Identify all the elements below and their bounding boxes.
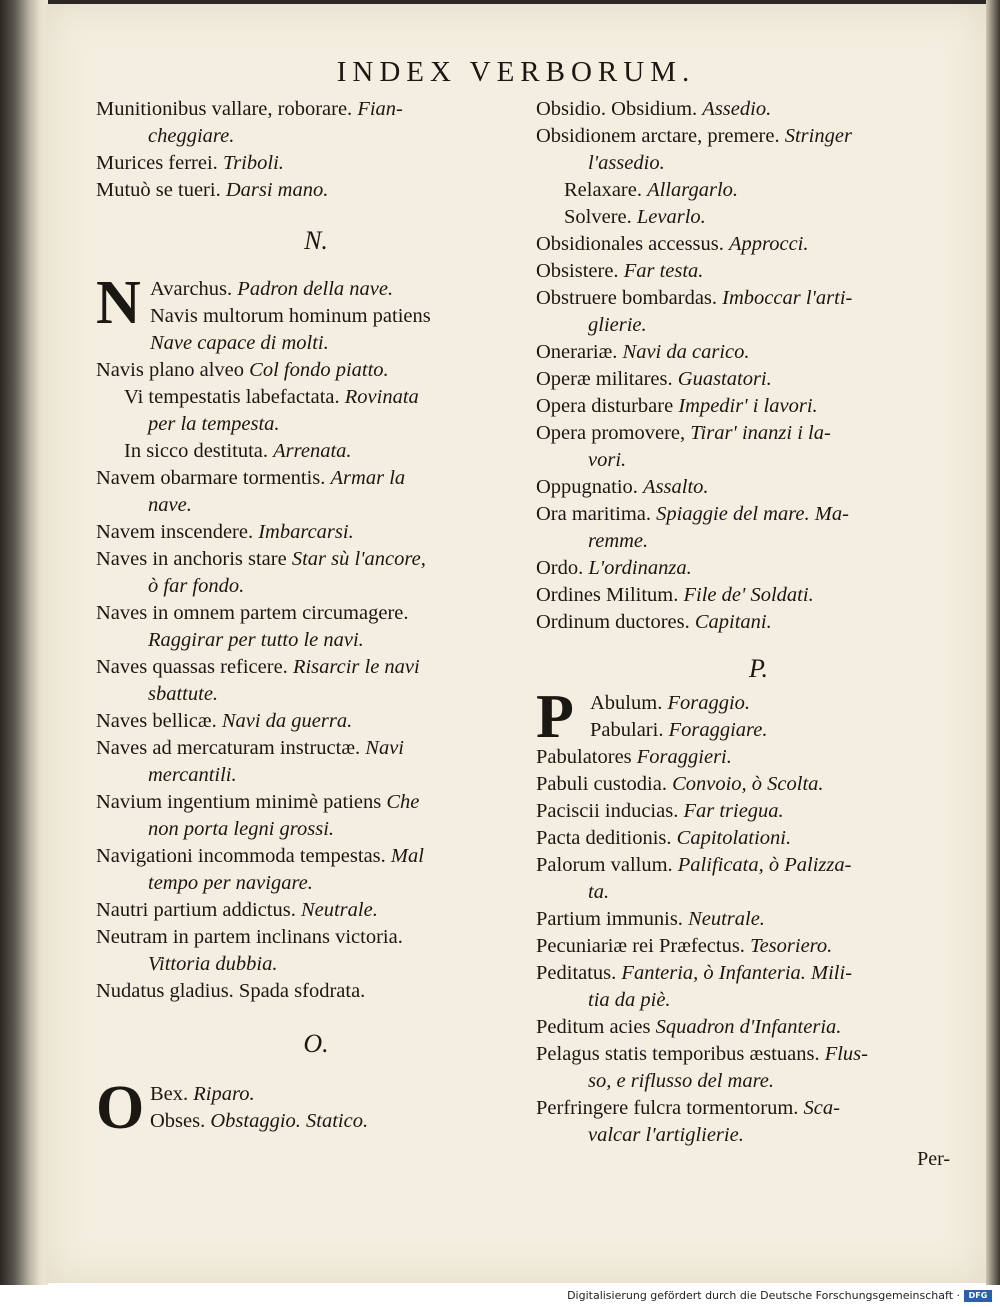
index-entry <box>590 717 981 744</box>
entry-continuation <box>96 816 536 843</box>
italian-gloss: Capitolationi. <box>676 827 792 849</box>
index-entry <box>96 843 536 870</box>
index-entry <box>536 285 981 312</box>
index-entry <box>96 978 536 1005</box>
latin-term: Ora maritima. <box>536 503 651 525</box>
latin-term: Paciscii inducias. <box>536 800 679 822</box>
italian-gloss: l'assedio. <box>588 152 665 174</box>
index-entry <box>96 735 536 762</box>
latin-term: Naves quassas reficere. <box>96 656 288 678</box>
latin-term: Pacta deditionis. <box>536 827 672 849</box>
latin-term: Abulum. <box>590 692 663 714</box>
index-entry <box>536 933 981 960</box>
index-entry <box>536 1095 981 1122</box>
running-head: INDEX VERBORUM. <box>336 56 696 88</box>
left-column <box>96 96 536 1142</box>
latin-term: Avarchus. <box>150 278 233 300</box>
index-entry <box>536 393 981 420</box>
italian-gloss: Assedio. <box>702 98 772 120</box>
latin-term: Nudatus gladius. Spada sfodrata. <box>96 980 366 1002</box>
italian-gloss: Riparo. <box>193 1083 255 1105</box>
drop-cap: P <box>536 683 574 751</box>
index-entry <box>536 231 981 258</box>
entry-continuation <box>536 1122 981 1149</box>
latin-term: Munitionibus vallare, roborare. <box>96 98 353 120</box>
footer-bar <box>0 1286 1000 1307</box>
index-entry <box>536 366 981 393</box>
entry-continuation <box>536 528 981 555</box>
entry-continuation <box>536 1068 981 1095</box>
italian-gloss: Imbarcarsi. <box>258 521 354 543</box>
index-entry <box>150 1108 536 1135</box>
index-entry <box>536 555 981 582</box>
italian-gloss: Arrenata. <box>273 440 352 462</box>
drop-cap: O <box>96 1074 145 1142</box>
italian-gloss: Capitani. <box>694 611 772 633</box>
italian-gloss: Neutrale. <box>300 899 378 921</box>
entry-continuation <box>536 987 981 1014</box>
italian-gloss: Star sù l'ancore, <box>291 548 426 570</box>
index-entry <box>536 177 981 204</box>
italian-gloss: Approcci. <box>729 233 809 255</box>
italian-gloss: L'ordinanza. <box>588 557 692 579</box>
italian-gloss: Che <box>386 791 420 813</box>
latin-term: Operæ militares. <box>536 368 673 390</box>
index-entry <box>536 798 981 825</box>
latin-term: Obses. <box>150 1110 206 1132</box>
italian-gloss: Levarlo. <box>636 206 706 228</box>
italian-gloss: Tesoriero. <box>750 935 833 957</box>
latin-term: Naves bellicæ. <box>96 710 217 732</box>
index-entry <box>536 744 981 771</box>
index-entry <box>536 96 981 123</box>
italian-gloss: sbattute. <box>148 683 219 705</box>
latin-term: Navis multorum hominum patiens <box>150 305 431 327</box>
latin-term: Peditatus. <box>536 962 617 984</box>
italian-gloss: Far testa. <box>623 260 704 282</box>
latin-term: Naves ad mercaturam instructæ. <box>96 737 361 759</box>
section-letter: P. <box>748 654 769 683</box>
italian-gloss: Fian- <box>357 98 403 120</box>
footer-credit: Digitalisierung gefördert durch die Deutsche Forschungsgemeinschaft · <box>567 1289 960 1302</box>
italian-gloss: Navi da guerra. <box>221 710 353 732</box>
entry-continuation <box>96 123 536 150</box>
entry-continuation <box>536 150 981 177</box>
italian-gloss: ta. <box>588 881 610 903</box>
italian-gloss: Squadron d'Infanteria. <box>655 1016 842 1038</box>
italian-gloss: Impedir' i lavori. <box>678 395 818 417</box>
latin-term: Pabulari. <box>590 719 664 741</box>
entry-continuation <box>96 681 536 708</box>
index-entry <box>150 1081 536 1108</box>
italian-gloss: tia da piè. <box>588 989 671 1011</box>
index-entry <box>536 1014 981 1041</box>
index-entry <box>96 465 536 492</box>
italian-gloss: Risarcir le navi <box>292 656 420 678</box>
entry-continuation <box>96 951 536 978</box>
scan-right-edge <box>986 0 1000 1285</box>
section-letter: O. <box>303 1029 329 1058</box>
drop-cap-entry <box>96 269 536 337</box>
index-entry <box>96 897 536 924</box>
index-entry <box>96 600 536 627</box>
latin-term: Opera disturbare <box>536 395 674 417</box>
italian-gloss: mercantili. <box>148 764 237 786</box>
latin-term: In sicco destituta. <box>124 440 269 462</box>
index-entry <box>536 582 981 609</box>
latin-term: Ordinum ductores. <box>536 611 690 633</box>
latin-term: Peditum acies <box>536 1016 651 1038</box>
index-entry <box>536 474 981 501</box>
italian-gloss: Rovinata <box>344 386 419 408</box>
latin-term: Oppugnatio. <box>536 476 638 498</box>
index-entry <box>96 924 536 951</box>
italian-gloss: valcar l'artiglierie. <box>588 1124 744 1146</box>
italian-gloss: so, e riflusso del mare. <box>588 1070 775 1092</box>
latin-term: Navem inscendere. <box>96 521 254 543</box>
scan-binding-edge <box>0 0 48 1285</box>
entry-continuation <box>96 573 536 600</box>
italian-gloss: Far triegua. <box>683 800 784 822</box>
italian-gloss: Fanteria, ò Infanteria. Mili- <box>621 962 853 984</box>
italian-gloss: Flus- <box>824 1043 868 1065</box>
index-entry <box>150 276 536 303</box>
index-entry <box>536 258 981 285</box>
latin-term: Bex. <box>150 1083 189 1105</box>
index-entry <box>96 96 536 123</box>
latin-term: Obstruere bombardas. <box>536 287 718 309</box>
entry-continuation <box>536 447 981 474</box>
italian-gloss: File de' Soldati. <box>683 584 814 606</box>
right-column <box>536 96 981 1149</box>
index-entry <box>536 204 981 231</box>
index-entry <box>536 771 981 798</box>
entry-continuation <box>536 312 981 339</box>
index-entry <box>96 177 536 204</box>
index-entry <box>536 609 981 636</box>
latin-term: Mutuò se tueri. <box>96 179 221 201</box>
latin-term: Opera promovere, <box>536 422 686 444</box>
section-letter: N. <box>304 226 328 255</box>
italian-gloss: glierie. <box>588 314 647 336</box>
latin-term: Pecuniariæ rei Præfectus. <box>536 935 745 957</box>
latin-term: Vi tempestatis labefactata. <box>124 386 340 408</box>
dfg-logo: DFG <box>964 1290 992 1302</box>
italian-gloss: Navi <box>365 737 404 759</box>
italian-gloss: Imboccar l'arti- <box>722 287 853 309</box>
italian-gloss: Navi da carico. <box>622 341 750 363</box>
entry-continuation <box>536 879 981 906</box>
italian-gloss: Padron della nave. <box>237 278 394 300</box>
latin-term: Murices ferrei. <box>96 152 218 174</box>
italian-gloss: Guastatori. <box>677 368 772 390</box>
latin-term: Ordo. <box>536 557 584 579</box>
italian-gloss: Allargarlo. <box>647 179 739 201</box>
index-entry <box>96 519 536 546</box>
italian-gloss: Foraggieri. <box>636 746 732 768</box>
italian-gloss: Raggirar per tutto le navi. <box>148 629 364 651</box>
index-entry <box>96 708 536 735</box>
italian-gloss: Foraggiare. <box>668 719 768 741</box>
latin-term: Navium ingentium minimè patiens <box>96 791 382 813</box>
italian-gloss: Triboli. <box>222 152 284 174</box>
italian-gloss: vori. <box>588 449 627 471</box>
latin-term: Solvere. <box>564 206 632 228</box>
italian-gloss: Neutrale. <box>688 908 765 930</box>
italian-gloss: Convoio, ò Scolta. <box>672 773 824 795</box>
entry-continuation <box>96 870 536 897</box>
entry-continuation <box>96 411 536 438</box>
latin-term: Obsidionem arctare, premere. <box>536 125 780 147</box>
latin-term: Navem obarmare tormentis. <box>96 467 326 489</box>
italian-gloss: Col fondo piatto. <box>249 359 389 381</box>
latin-term: Neutram in partem inclinans victoria. <box>96 926 403 948</box>
italian-gloss: Armar la <box>330 467 406 489</box>
italian-gloss: cheggiare. <box>148 125 235 147</box>
book-page <box>46 4 986 1283</box>
italian-gloss: Spiaggie del mare. Ma- <box>656 503 849 525</box>
drop-cap: N <box>96 269 141 337</box>
latin-term: Navigationi incommoda tempestas. <box>96 845 386 867</box>
index-entry <box>96 438 536 465</box>
entry-continuation <box>96 492 536 519</box>
entry-continuation <box>96 330 536 357</box>
index-entry <box>536 960 981 987</box>
index-entry <box>536 501 981 528</box>
latin-term: Relaxare. <box>564 179 642 201</box>
latin-term: Pabuli custodia. <box>536 773 667 795</box>
latin-term: Pabulatores <box>536 746 632 768</box>
drop-cap-entry <box>536 683 981 751</box>
italian-gloss: Vittoria dubbia. <box>148 953 278 975</box>
latin-term: Naves in omnem partem circumagere. <box>96 602 409 624</box>
latin-term: Obsidionales accessus. <box>536 233 724 255</box>
index-entry <box>536 123 981 150</box>
latin-term: Naves in anchoris stare <box>96 548 287 570</box>
italian-gloss: Stringer <box>784 125 852 147</box>
latin-term: Obsistere. <box>536 260 619 282</box>
italian-gloss: Darsi mano. <box>225 179 329 201</box>
index-entry <box>150 303 536 330</box>
latin-term: Obsidio. Obsidium. <box>536 98 698 120</box>
entry-continuation <box>96 762 536 789</box>
index-entry <box>536 420 981 447</box>
latin-term: Onerariæ. <box>536 341 618 363</box>
italian-gloss: ò far fondo. <box>148 575 245 597</box>
index-entry <box>536 906 981 933</box>
latin-term: Nautri partium addictus. <box>96 899 296 921</box>
index-entry <box>536 852 981 879</box>
italian-gloss: Obstaggio. Statico. <box>210 1110 369 1132</box>
italian-gloss: tempo per navigare. <box>148 872 313 894</box>
italian-gloss: nave. <box>148 494 192 516</box>
index-entry <box>536 1041 981 1068</box>
italian-gloss: Foraggio. <box>667 692 751 714</box>
index-entry <box>96 384 536 411</box>
italian-gloss: Tirar' inanzi i la- <box>690 422 831 444</box>
latin-term: Palorum vallum. <box>536 854 673 876</box>
italian-gloss: Nave capace di molti. <box>150 332 329 354</box>
italian-gloss: Mal <box>390 845 424 867</box>
latin-term: Ordines Militum. <box>536 584 679 606</box>
italian-gloss: Palificata, ò Palizza- <box>677 854 852 876</box>
index-entry <box>536 825 981 852</box>
italian-gloss: per la tempesta. <box>148 413 280 435</box>
italian-gloss: Sca- <box>803 1097 840 1119</box>
index-entry <box>96 546 536 573</box>
index-entry <box>590 690 981 717</box>
latin-term: Partium immunis. <box>536 908 683 930</box>
index-entry <box>536 339 981 366</box>
latin-term: Navis plano alveo <box>96 359 245 381</box>
latin-term: Pelagus statis temporibus æstuans. <box>536 1043 820 1065</box>
drop-cap-entry <box>96 1074 536 1142</box>
catchword: Per- <box>917 1148 950 1170</box>
italian-gloss: non porta legni grossi. <box>148 818 335 840</box>
index-entry <box>96 357 536 384</box>
italian-gloss: remme. <box>588 530 649 552</box>
index-entry <box>96 150 536 177</box>
latin-term: Perfringere fulcra tormentorum. <box>536 1097 799 1119</box>
entry-continuation <box>96 627 536 654</box>
italian-gloss: Assalto. <box>643 476 709 498</box>
index-entry <box>96 654 536 681</box>
index-entry <box>96 789 536 816</box>
